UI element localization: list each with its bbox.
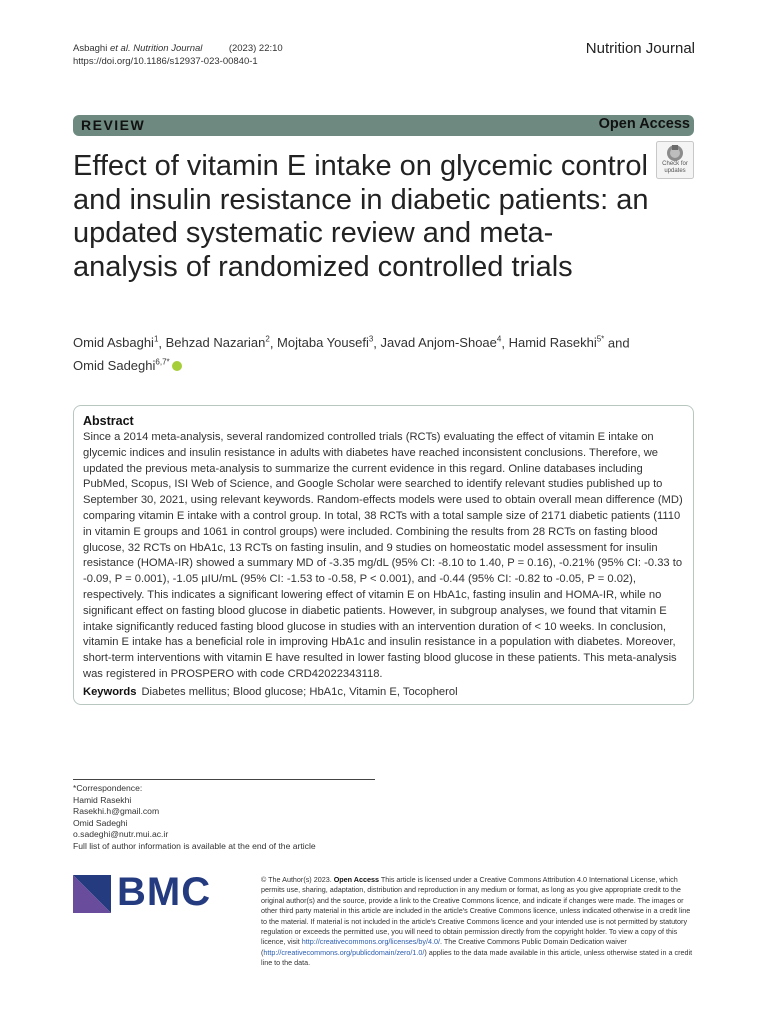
author-separator: and bbox=[604, 335, 630, 351]
correspondence-email-1[interactable]: Rasekhi.h@gmail.com bbox=[73, 806, 160, 816]
correspondence-email-2[interactable]: o.sadeghi@nutr.mui.ac.ir bbox=[73, 829, 169, 839]
doi-link[interactable]: https://doi.org/10.1186/s12937-023-00840-1 bbox=[73, 56, 258, 67]
license-body: This article is licensed under a Creative Commons Attribution 4.0 International License, which permits use, sharing, adaptation, distribution and reproduction in any medium or format, as long as you give appropriate credit to the original author(s) and the source, provide a link to the Creative Commons licence, and indicate if changes were made. The images or other third party material in this article are included in the article's Creative Commons licence, unless indicated otherwise in a credit line to the material. If material is not included in the article's Creative Commons licence and your intended use is not permitted by statutory regulation or exceeds the permitted use, you will need to obtain permission directly from the copyright holder. To view a copy of this licence, visit bbox=[261, 875, 691, 947]
correspondence-label: *Correspondence: bbox=[73, 783, 143, 793]
correspondence-block bbox=[73, 783, 316, 852]
copyright-notice: © The Author(s) 2023. bbox=[261, 875, 332, 884]
author-separator: , bbox=[501, 335, 509, 351]
check-updates-line1: Check for bbox=[662, 161, 688, 167]
footnote-divider bbox=[73, 779, 375, 780]
keywords-label: Keywords bbox=[83, 685, 137, 698]
article-type-banner bbox=[73, 115, 694, 136]
author-name: Javad Anjom-Shoae bbox=[380, 335, 497, 351]
bmc-logo-icon bbox=[73, 875, 111, 913]
article-type-label: REVIEW bbox=[81, 117, 146, 133]
header-journal: et al. Nutrition Journal bbox=[109, 43, 203, 54]
license-waiver-text: . The Creative Commons Public Domain Dedication waiver ( bbox=[261, 937, 627, 957]
license-text bbox=[261, 875, 694, 969]
author-1[interactable] bbox=[73, 335, 158, 350]
correspondence-author-2: Omid Sadeghi bbox=[73, 817, 128, 828]
running-header bbox=[73, 42, 283, 68]
author-affiliation: 1 bbox=[153, 335, 159, 344]
author-list bbox=[73, 330, 693, 375]
keywords bbox=[83, 684, 684, 700]
author-separator: , bbox=[269, 335, 278, 351]
author-4[interactable] bbox=[381, 335, 502, 350]
open-access-label: Open Access bbox=[598, 116, 690, 132]
author-affiliation: 3 bbox=[368, 335, 374, 344]
author-name: Hamid Rasekhi bbox=[508, 335, 597, 351]
abstract-heading: Abstract bbox=[83, 414, 134, 428]
author-separator: , bbox=[373, 335, 381, 351]
license-data-text: ) applies to the data made available in this article, unless otherwise stated in a credit line to the data. bbox=[261, 947, 693, 968]
author-affiliation: 6,7* bbox=[155, 357, 170, 367]
check-updates-line2: updates bbox=[664, 168, 686, 174]
correspondence-author-1: Hamid Rasekhi bbox=[73, 794, 132, 805]
header-author: Asbaghi bbox=[73, 43, 108, 54]
check-for-updates-badge[interactable] bbox=[656, 141, 694, 179]
author-separator: , bbox=[158, 335, 166, 351]
author-affiliation: 5* bbox=[596, 335, 605, 344]
author-affiliation: 2 bbox=[265, 335, 270, 344]
author-5[interactable] bbox=[509, 335, 605, 350]
cc-zero-link[interactable]: http://creativecommons.org/publicdomain/zero/1.0/ bbox=[263, 947, 425, 957]
article-title: Effect of vitamin E intake on glycemic control and insulin resistance in diabetic patients: an updated systematic review and meta-analysis of randomized controlled trials bbox=[73, 150, 649, 283]
keywords-list: Diabetes mellitus; Blood glucose; HbA1c, Vitamin E, Tocopherol bbox=[141, 685, 458, 698]
header-year-volume: (2023) 22:10 bbox=[228, 43, 283, 54]
orcid-icon[interactable] bbox=[172, 361, 182, 371]
author-2[interactable] bbox=[166, 335, 270, 350]
bmc-logo bbox=[73, 870, 253, 914]
author-name: Behzad Nazarian bbox=[165, 335, 266, 351]
journal-name: Nutrition Journal bbox=[585, 40, 695, 57]
check-updates-label bbox=[656, 161, 694, 175]
abstract-text: Since a 2014 meta-analysis, several randomized controlled trials (RCTs) evaluating the effect of vitamin E intake on glycemic indices and insulin resistance in adults with diabetes have reached inconsistent conclusions. Therefore, we updated the previous meta-analysis to summarize the current evidence in this regard. Online databases including PubMed, Scopus, ISI Web of Science, and Google Scholar were searched to identify relevant studies published up to September 30, 2021, using relevant keywords. Random-effects models were used to obtain overall mean difference (MD) comparing vitamin E intake with a control group. In total, 38 RCTs with a total sample size of 2171 diabetic patients (1110 in vitamin E groups and 1061 in control groups) were included. Combining the results from 28 RCTs on fasting blood glucose, 32 RCTs on HbA1c, 13 RCTs on fasting insulin, and 9 studies on homeostatic model assessment for insulin resistance (HOMA-IR) showed a summary MD of -3.35 mg/dL (95% CI: -8.10 to 1.40, P = 0.16), -0.21% (95% CI: -0.33 to -0.09, P = 0.001), -1.05 µIU/mL (95% CI: -1.53 to -0.58, P < 0.001), and -0.44 (95% CI: -0.82 to -0.05, P = 0.02), respectively. This indicates a significant lowering effect of vitamin E on HbA1c, fasting insulin and HOMA-IR, while no significant effect on fasting blood glucose in diabetic patients. However, in subgroup analyses, we found that vitamin E intake significantly reduced fasting blood glucose in studies with an intervention duration of < 10 weeks. In conclusion, vitamin E intake has a beneficial role in improving HbA1c and insulin resistance in a population with diabetes. Moreover, short-term interventions with vitamin E have resulted in lower fasting blood glucose in these patients. This meta-analysis was registered in PROSPERO with code CRD42022343118. bbox=[83, 431, 683, 680]
author-3[interactable] bbox=[277, 335, 373, 350]
author-name: Omid Sadeghi bbox=[73, 357, 156, 373]
license-open-access: Open Access bbox=[333, 875, 379, 884]
author-affiliation: 4 bbox=[496, 335, 502, 344]
author-6[interactable] bbox=[73, 358, 170, 373]
author-name: Omid Asbaghi bbox=[73, 335, 154, 351]
bmc-logo-text: BMC bbox=[117, 870, 212, 914]
author-name: Mojtaba Yousefi bbox=[277, 335, 369, 351]
author-info-note: Full list of author information is available at the end of the article bbox=[73, 840, 316, 851]
abstract-box bbox=[73, 405, 694, 705]
citation-line bbox=[73, 42, 283, 55]
cc-by-link[interactable]: http://creativecommons.org/licenses/by/4.0/ bbox=[301, 937, 440, 947]
